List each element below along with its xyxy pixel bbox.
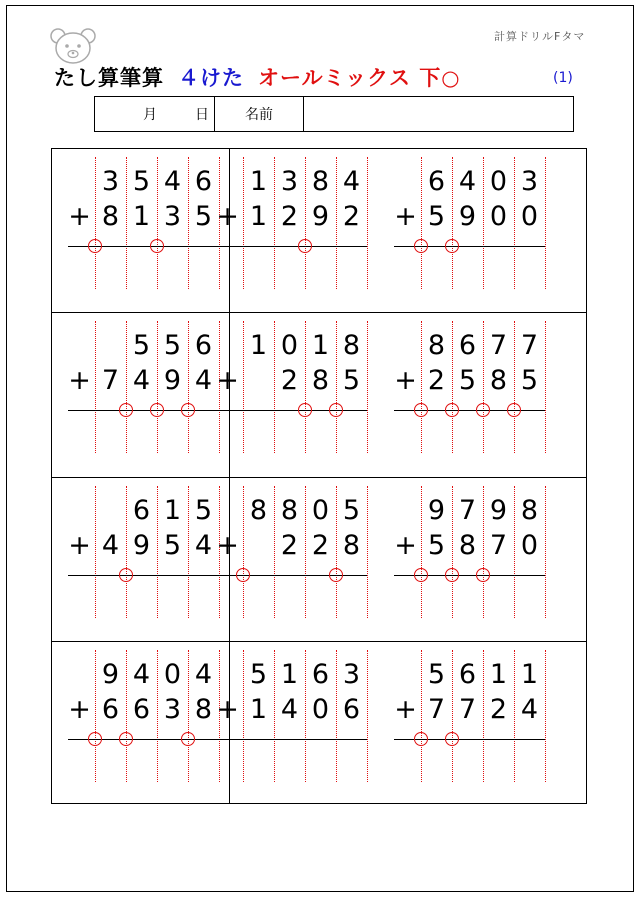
answer-line — [216, 739, 367, 740]
addend-top-digit: 5 — [342, 495, 361, 526]
carry-circle — [181, 403, 195, 417]
addend-top-digit: 4 — [194, 659, 213, 690]
column-guide — [545, 650, 546, 782]
addend-top-digit: 8 — [280, 495, 299, 526]
addend-top-digit: 4 — [342, 166, 361, 197]
title-main: たし算筆算 — [54, 66, 164, 90]
addend-bottom-digit: 7 — [458, 694, 477, 725]
addend-bottom-digit: 5 — [163, 530, 182, 561]
addend-top-digit: 0 — [280, 330, 299, 361]
addend-bottom-digit: 0 — [489, 201, 508, 232]
bear-logo-icon — [48, 26, 98, 66]
addend-bottom-digit: 4 — [194, 530, 213, 561]
plus-sign: + — [216, 530, 239, 561]
addend-bottom-digit: 8 — [458, 530, 477, 561]
column-guide — [367, 321, 368, 453]
problem — [52, 478, 230, 642]
problem — [216, 313, 408, 477]
addend-bottom-digit: 4 — [194, 365, 213, 396]
addend-top-digit: 4 — [132, 659, 151, 690]
plus-sign: + — [68, 365, 91, 396]
carry-circle — [414, 732, 428, 746]
addend-bottom-digit: 1 — [249, 694, 268, 725]
carry-circle — [329, 403, 343, 417]
problem — [216, 149, 408, 313]
addend-top-digit: 8 — [311, 166, 330, 197]
carry-circle — [119, 568, 133, 582]
problem-grid — [51, 148, 587, 804]
addend-bottom-digit: 3 — [163, 694, 182, 725]
addend-bottom-digit: 2 — [489, 694, 508, 725]
header-divider — [214, 97, 215, 131]
addend-top-digit: 1 — [311, 330, 330, 361]
addend-bottom-digit: 4 — [132, 365, 151, 396]
addend-top-digit: 4 — [458, 166, 477, 197]
carry-circle — [236, 568, 250, 582]
title-digits: ４けた — [178, 66, 244, 90]
addend-top-digit: 1 — [489, 659, 508, 690]
addend-top-digit: 7 — [458, 495, 477, 526]
addend-top-digit: 0 — [163, 659, 182, 690]
addend-top-digit: 6 — [132, 495, 151, 526]
addend-bottom-digit: 9 — [311, 201, 330, 232]
addend-top-digit: 5 — [427, 659, 446, 690]
addend-top-digit: 9 — [489, 495, 508, 526]
carry-circle — [414, 403, 428, 417]
carry-circle — [445, 403, 459, 417]
addend-top-digit: 6 — [311, 659, 330, 690]
header-divider — [303, 97, 304, 131]
addend-top-digit: 8 — [249, 495, 268, 526]
addend-bottom-digit: 8 — [342, 530, 361, 561]
problem — [394, 478, 586, 642]
name-label: 名前 — [245, 107, 273, 123]
addend-top-digit: 8 — [520, 495, 539, 526]
addend-top-digit: 3 — [342, 659, 361, 690]
addend-bottom-digit: 0 — [520, 530, 539, 561]
addend-bottom-digit: 6 — [132, 694, 151, 725]
addend-bottom-digit: 2 — [280, 530, 299, 561]
carry-circle — [476, 403, 490, 417]
addend-bottom-digit: 8 — [194, 694, 213, 725]
carry-circle — [414, 239, 428, 253]
carry-circle — [119, 403, 133, 417]
addend-top-digit: 7 — [489, 330, 508, 361]
addend-top-digit: 6 — [194, 166, 213, 197]
addend-bottom-digit: 5 — [427, 201, 446, 232]
column-guide — [367, 650, 368, 782]
addend-top-digit: 0 — [311, 495, 330, 526]
plus-sign: + — [216, 201, 239, 232]
addend-bottom-digit: 4 — [280, 694, 299, 725]
answer-line — [68, 575, 219, 576]
plus-sign: + — [394, 201, 417, 232]
plus-sign: + — [216, 694, 239, 725]
addend-top-digit: 4 — [163, 166, 182, 197]
problem — [216, 642, 408, 806]
addend-bottom-digit: 2 — [280, 365, 299, 396]
addend-bottom-digit: 0 — [311, 694, 330, 725]
addend-top-digit: 1 — [163, 495, 182, 526]
addend-bottom-digit: 5 — [427, 530, 446, 561]
addend-top-digit: 1 — [280, 659, 299, 690]
answer-line — [68, 410, 219, 411]
carry-circle — [88, 732, 102, 746]
plus-sign: + — [394, 694, 417, 725]
carry-circle — [329, 568, 343, 582]
addend-bottom-digit: 9 — [458, 201, 477, 232]
carry-circle — [445, 239, 459, 253]
column-guide — [545, 157, 546, 289]
addend-bottom-digit: 1 — [132, 201, 151, 232]
addend-top-digit: 1 — [249, 166, 268, 197]
page-number: (1) — [553, 70, 573, 86]
answer-line — [216, 410, 367, 411]
plus-sign: + — [68, 530, 91, 561]
day-label: 日 — [195, 107, 209, 123]
addend-bottom-digit: 2 — [342, 201, 361, 232]
title-mix: オールミックス 下○ — [258, 66, 461, 90]
addend-bottom-digit: 7 — [489, 530, 508, 561]
carry-circle — [298, 239, 312, 253]
month-label: 月 — [143, 107, 157, 123]
addend-bottom-digit: 0 — [520, 201, 539, 232]
addend-bottom-digit: 5 — [520, 365, 539, 396]
addend-top-digit: 3 — [101, 166, 120, 197]
addend-top-digit: 9 — [101, 659, 120, 690]
addend-bottom-digit: 3 — [163, 201, 182, 232]
addend-bottom-digit: 6 — [342, 694, 361, 725]
column-guide — [545, 321, 546, 453]
addend-bottom-digit: 4 — [101, 530, 120, 561]
plus-sign: + — [216, 365, 239, 396]
addend-top-digit: 3 — [280, 166, 299, 197]
brand-label: 計算ドリルFタマ — [494, 30, 586, 43]
carry-circle — [445, 568, 459, 582]
plus-sign: + — [68, 694, 91, 725]
problem — [394, 149, 586, 313]
plus-sign: + — [68, 201, 91, 232]
carry-circle — [150, 239, 164, 253]
addend-bottom-digit: 8 — [101, 201, 120, 232]
addend-bottom-digit: 1 — [249, 201, 268, 232]
carry-circle — [88, 239, 102, 253]
addend-top-digit: 6 — [194, 330, 213, 361]
addend-bottom-digit: 6 — [101, 694, 120, 725]
addend-top-digit: 5 — [249, 659, 268, 690]
carry-circle — [181, 732, 195, 746]
addend-top-digit: 7 — [520, 330, 539, 361]
addend-top-digit: 8 — [342, 330, 361, 361]
worksheet-title — [54, 62, 461, 92]
addend-bottom-digit: 5 — [458, 365, 477, 396]
problem — [52, 642, 230, 806]
problem — [52, 313, 230, 477]
carry-circle — [119, 732, 133, 746]
addend-top-digit: 1 — [520, 659, 539, 690]
header-box — [94, 96, 574, 132]
addend-bottom-digit: 2 — [280, 201, 299, 232]
answer-line — [216, 246, 367, 247]
addend-top-digit: 6 — [458, 330, 477, 361]
addend-top-digit: 5 — [132, 166, 151, 197]
plus-sign: + — [394, 530, 417, 561]
carry-circle — [150, 403, 164, 417]
carry-circle — [298, 403, 312, 417]
addend-bottom-digit: 5 — [342, 365, 361, 396]
addend-bottom-digit: 8 — [489, 365, 508, 396]
addend-top-digit: 1 — [249, 330, 268, 361]
addend-top-digit: 8 — [427, 330, 446, 361]
carry-circle — [414, 568, 428, 582]
addend-bottom-digit: 9 — [163, 365, 182, 396]
problem — [394, 642, 586, 806]
addend-top-digit: 5 — [132, 330, 151, 361]
addend-top-digit: 6 — [458, 659, 477, 690]
column-guide — [545, 486, 546, 618]
addend-top-digit: 0 — [489, 166, 508, 197]
addend-bottom-digit: 2 — [311, 530, 330, 561]
plus-sign: + — [394, 365, 417, 396]
addend-bottom-digit: 5 — [194, 201, 213, 232]
addend-top-digit: 9 — [427, 495, 446, 526]
problem — [216, 478, 408, 642]
column-guide — [367, 157, 368, 289]
carry-circle — [445, 732, 459, 746]
addend-bottom-digit: 9 — [132, 530, 151, 561]
carry-circle — [507, 403, 521, 417]
addend-top-digit: 6 — [427, 166, 446, 197]
addend-bottom-digit: 2 — [427, 365, 446, 396]
addend-bottom-digit: 7 — [427, 694, 446, 725]
problem — [394, 313, 586, 477]
name-field[interactable] — [305, 97, 571, 131]
addend-bottom-digit: 7 — [101, 365, 120, 396]
addend-top-digit: 5 — [163, 330, 182, 361]
addend-bottom-digit: 4 — [520, 694, 539, 725]
problem — [52, 149, 230, 313]
addend-top-digit: 3 — [520, 166, 539, 197]
carry-circle — [476, 568, 490, 582]
addend-bottom-digit: 8 — [311, 365, 330, 396]
column-guide — [367, 486, 368, 618]
addend-top-digit: 5 — [194, 495, 213, 526]
